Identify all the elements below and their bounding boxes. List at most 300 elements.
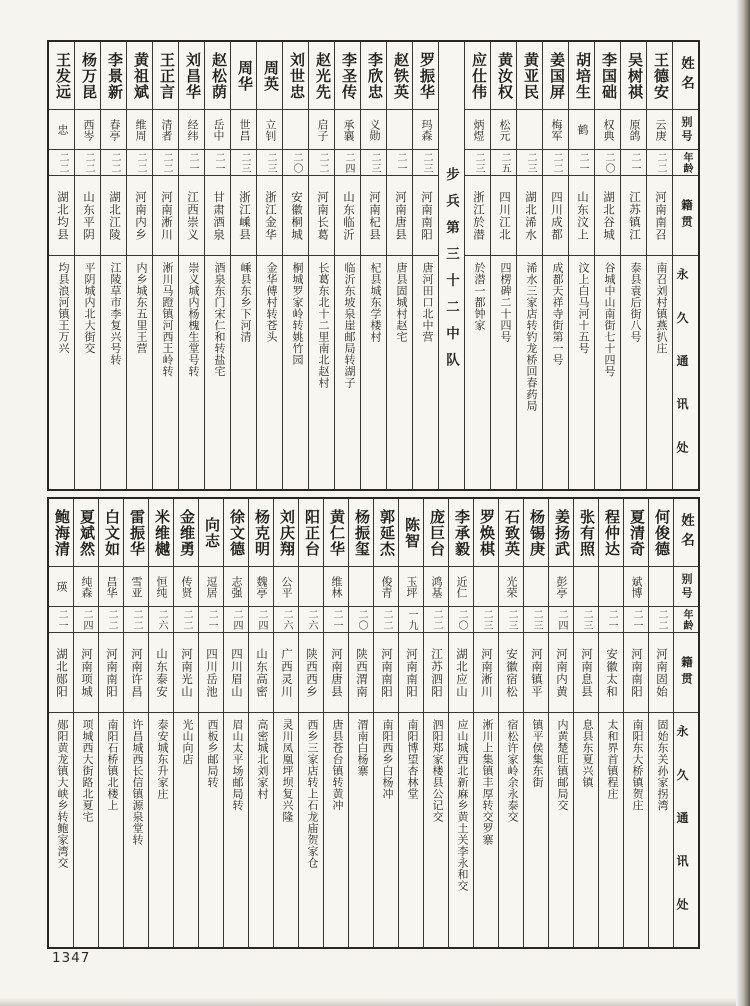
age-cell: 二二 [543,150,568,176]
age-cell: 二六 [299,607,323,633]
native-cell: 河南唐县 [324,633,348,713]
alias-cell [649,567,673,607]
name-cell: 米维樾 [149,499,173,567]
address-cell: 郧阳黄龙镇大峡乡转鲍家湾交 [56,719,68,869]
age-cell: 二一 [205,150,230,176]
name-cell: 郭延杰 [374,499,398,567]
native-cell: 河南许昌 [124,633,148,713]
entry-column [100,42,126,489]
alias-cell: 彭亭 [549,567,573,607]
address-cell: 渭南白杨寨 [356,719,368,777]
native-cell: 山东平阴 [75,176,100,256]
header-age-label: 年龄 [673,150,698,176]
entry-column [648,499,673,947]
name-cell: 刘昌华 [179,42,204,110]
name-cell: 赵铁英 [387,42,412,110]
name-cell: 黄祖斌 [127,42,152,110]
age-cell: 二一 [179,150,204,176]
alias-cell: 逗居 [199,567,223,607]
address-cell: 四楞碑二十四号 [499,262,511,343]
native-cell: 安徽宿松 [499,633,523,713]
age-cell: 二二 [49,150,74,176]
age-cell: 二四 [549,607,573,633]
alias-cell: 维周 [127,110,152,150]
entry-column [323,499,348,947]
name-cell: 周英 [257,42,282,110]
header-native-label: 籍贯 [673,176,698,256]
age-cell: 二二 [153,150,178,176]
entry-column [398,499,423,947]
address-cell: 南阳博望杏林堂 [406,719,418,800]
native-cell: 四川岳池 [199,633,223,713]
name-cell: 刘世忠 [283,42,308,110]
native-cell: 四川成都 [543,176,568,256]
entry-column [386,42,412,489]
address-cell: 南阳石桥镇北楼上 [106,719,118,811]
header-name-label: 姓名 [674,499,698,567]
name-cell: 赵光先 [309,42,334,110]
native-cell: 湖北谷城 [595,176,620,256]
address-cell: 唐县固城村赵宅 [395,262,407,343]
native-cell: 湖北郧阳 [49,633,73,713]
address-cell: 酒泉东门宋仁和转盐宅 [213,262,225,377]
age-cell: 二三 [517,150,542,176]
age-cell: 二一 [324,607,348,633]
page-right-edge-shadow [736,0,750,1006]
age-cell: 二二 [374,607,398,633]
address-cell: 桐城罗家岭转姚竹园 [291,262,303,366]
alias-cell: 俊青 [374,567,398,607]
alias-cell [599,567,623,607]
entry-column [620,42,646,489]
header-column [672,42,698,489]
entry-column [98,499,123,947]
native-cell: 河南镇平 [524,633,548,713]
address-cell: 灵川凤凰坪坝复兴隆 [281,719,293,823]
name-cell: 罗振华 [413,42,438,110]
name-cell: 刘庆翔 [274,499,298,567]
address-cell: 唐县苍台镇转黄冲 [331,719,343,811]
age-cell: 二四 [249,607,273,633]
entry-column [490,42,516,489]
page-bottom-edge-shadow [0,998,750,1006]
native-cell: 湖北应山 [449,633,473,713]
entry-column [373,499,398,947]
entry-column [273,499,298,947]
entry-column [523,499,548,947]
age-cell: 二三 [524,607,548,633]
native-cell: 江西崇义 [179,176,204,256]
age-cell: 二三 [465,150,490,176]
name-cell: 杨克明 [249,499,273,567]
entry-column [152,42,178,489]
name-cell: 李景新 [101,42,126,110]
header-address-label: 永久通讯处 [675,268,689,484]
address-cell: 眉山太平场邮局转 [231,719,243,811]
header-alias-label: 别号 [674,567,698,607]
entry-column [198,499,223,947]
alias-cell [299,567,323,607]
age-cell: 二二 [101,150,126,176]
alias-cell: 炳煜 [465,110,490,150]
age-cell: 二一 [49,607,73,633]
age-cell: 二三 [231,150,256,176]
alias-cell [517,110,542,150]
name-cell: 程仲达 [599,499,623,567]
name-cell: 张有照 [574,499,598,567]
name-cell: 向志 [199,499,223,567]
roster-table-top [47,40,700,491]
name-cell: 王德安 [647,42,672,110]
address-cell: 平阴城内北大街交 [83,262,95,354]
alias-cell [524,567,548,607]
entry-column [173,499,198,947]
native-cell: 浙江金华 [257,176,282,256]
entry-column [360,42,386,489]
entry-column [123,499,148,947]
native-cell: 河南淅川 [153,176,178,256]
alias-cell: 岳中 [205,110,230,150]
native-cell: 河南杞县 [361,176,386,256]
name-cell: 夏清奇 [624,499,648,567]
address-cell: 成都天祥寺街第一号 [551,262,563,366]
native-cell: 湖北均县 [49,176,74,256]
address-cell: 杞县城东学楼村 [369,262,381,343]
name-cell: 胡培生 [569,42,594,110]
address-cell: 宿松许家岭余永泰交 [506,719,518,823]
name-cell: 黄汝权 [491,42,516,110]
age-cell: 二六 [274,607,298,633]
alias-cell: 春亭 [101,110,126,150]
entry-column [573,499,598,947]
name-cell: 应仕伟 [465,42,490,110]
age-cell: 二〇 [449,607,473,633]
address-cell: 项城西大街路北夏宅 [81,719,93,823]
age-cell: 二一 [569,150,594,176]
address-cell: 唐河田口北中营 [421,262,433,343]
address-cell: 嵊县东乡下河清 [239,262,251,343]
entry-column [542,42,568,489]
alias-cell: 志强 [224,567,248,607]
address-cell: 高密城北刘家村 [256,719,268,800]
native-cell: 江苏镇江 [621,176,646,256]
native-cell: 安徽桐城 [283,176,308,256]
address-cell: 汶上白马河十五号 [577,262,589,354]
address-cell: 长葛东北十二里南北赵村 [317,262,329,389]
entry-column [248,499,273,947]
address-cell: 镇平侯集东街 [531,719,543,788]
name-cell: 金维勇 [174,499,198,567]
entry-column [348,499,373,947]
entry-column [204,42,230,489]
entry-column [230,42,256,489]
age-cell: 二二 [99,607,123,633]
header-address-label: 永久通讯处 [675,725,689,941]
alias-cell: 纯森 [74,567,98,607]
alias-cell: 梅军 [543,110,568,150]
alias-cell: 义勋 [361,110,386,150]
age-cell: 二一 [199,607,223,633]
native-cell: 河南项城 [74,633,98,713]
entry-column [623,499,648,947]
native-cell: 湖北浠水 [517,176,542,256]
address-cell: 金华傅村转苍头 [265,262,277,343]
address-cell: 於潜一都钟家 [473,262,485,331]
native-cell: 河南唐县 [387,176,412,256]
entry-column [178,42,204,489]
entry-column [74,42,100,489]
alias-cell: 玉坪 [399,567,423,607]
age-cell: 二四 [224,607,248,633]
alias-cell [349,567,373,607]
address-cell: 南召刘村镇燕扒庄 [655,262,667,354]
entry-column [49,42,74,489]
alias-cell: 承襄 [335,110,360,150]
address-cell: 泗阳郑家楼县公记交 [431,719,443,823]
entry-column [516,42,542,489]
address-cell: 太和界首镇程庄 [606,719,618,800]
entry-column [598,499,623,947]
age-cell: 二一 [624,607,648,633]
address-cell: 江陵草市李复兴号转 [109,262,121,366]
age-cell: 二〇 [283,150,308,176]
roster-table-bottom [47,497,700,949]
entry-column [646,42,672,489]
alias-cell: 魏亭 [249,567,273,607]
age-cell: 二二 [647,150,672,176]
name-cell: 李圣传 [335,42,360,110]
header-column [673,499,698,947]
name-cell: 王正言 [153,42,178,110]
address-cell: 光山向店 [181,719,193,765]
page-number: 1347 [52,950,91,966]
alias-cell: 公平 [274,567,298,607]
native-cell: 河南南阳 [399,633,423,713]
native-cell: 河南长葛 [309,176,334,256]
name-cell: 杨振玺 [349,499,373,567]
address-cell: 许昌城西长信镇源泉堂转 [131,719,143,846]
name-cell: 白文如 [99,499,123,567]
age-cell: 二二 [127,150,152,176]
native-cell: 河南光山 [174,633,198,713]
age-cell: 二三 [499,607,523,633]
alias-cell: 雪亚 [124,567,148,607]
alias-cell: 鹤 [569,110,594,150]
age-cell: 二三 [257,150,282,176]
native-cell: 浙江嵊县 [231,176,256,256]
address-cell: 淅川上集镇丰厚转交罗寨 [481,719,493,846]
name-cell: 李承毅 [449,499,473,567]
address-cell: 西板乡邮局转 [206,719,218,788]
age-cell: 二三 [413,150,438,176]
alias-cell: 立钊 [257,110,282,150]
entry-column [148,499,173,947]
entry-column [334,42,360,489]
entry-column [568,42,594,489]
name-cell: 赵松荫 [205,42,230,110]
age-cell: 二三 [474,607,498,633]
alias-cell: 光荣 [499,567,523,607]
age-cell: 二一 [599,607,623,633]
native-cell: 河南南阳 [374,633,398,713]
alias-cell: 云庚 [647,110,672,150]
alias-cell: 西岑 [75,110,100,150]
native-cell: 甘肃酒泉 [205,176,230,256]
alias-cell [387,110,412,150]
native-cell: 河南淅川 [474,633,498,713]
squadron-title-column [438,42,464,489]
native-cell: 山东汶上 [569,176,594,256]
native-cell: 四川眉山 [224,633,248,713]
alias-cell: 权典 [595,110,620,150]
header-native-label: 籍贯 [674,633,698,713]
native-cell: 四川江北 [491,176,516,256]
native-cell: 山东泰安 [149,633,173,713]
native-cell: 河南内乡 [127,176,152,256]
alias-cell: 玛森 [413,110,438,150]
address-cell: 内黄楚旺镇邮局交 [556,719,568,811]
alias-cell: 恒纯 [149,567,173,607]
name-cell: 鲍海清 [49,499,73,567]
age-cell: 二四 [335,150,360,176]
address-cell: 崇义城内杨槐生堂号转 [187,262,199,377]
entry-column [49,499,73,947]
name-cell: 陈智 [399,499,423,567]
native-cell: 广西灵川 [274,633,298,713]
name-cell: 杨万昆 [75,42,100,110]
header-name-label: 姓名 [673,42,698,110]
name-cell: 姜国屏 [543,42,568,110]
name-cell: 黄仁华 [324,499,348,567]
entry-column [126,42,152,489]
entry-column [298,499,323,947]
age-cell: 二二 [649,607,673,633]
age-cell: 二二 [124,607,148,633]
native-cell: 浙江於潜 [465,176,490,256]
entry-column [448,499,473,947]
age-cell: 二一 [621,150,646,176]
address-cell: 应山城西北新麻乡黄土关李永和交 [456,719,468,892]
alias-cell: 近仁 [449,567,473,607]
name-cell: 周华 [231,42,256,110]
alias-cell: 忠 [49,110,74,150]
name-cell: 黄亚民 [517,42,542,110]
age-cell: 二二 [174,607,198,633]
name-cell: 姜扬武 [549,499,573,567]
alias-cell: 斌博 [624,567,648,607]
age-cell: 二三 [361,150,386,176]
age-cell: 二二 [75,150,100,176]
entry-column [308,42,334,489]
address-cell: 西乡三家店转上石龙庙贺家仓 [306,719,318,869]
entry-column [223,499,248,947]
address-cell: 南阳东大桥镇贺庄 [631,719,643,811]
native-cell: 河南南召 [647,176,672,256]
alias-cell: 昌华 [99,567,123,607]
alias-cell: 瑛 [49,567,73,607]
age-cell: 二四 [74,607,98,633]
native-cell: 河南息县 [574,633,598,713]
header-alias-label: 别号 [673,110,698,150]
alias-cell: 维林 [324,567,348,607]
address-cell: 浠水三家店转钓龙桥回春药局 [525,262,537,412]
address-cell: 南阳西乡白杨冲 [381,719,393,800]
native-cell: 安徽太和 [599,633,623,713]
native-cell: 山东临沂 [335,176,360,256]
name-cell: 王发远 [49,42,74,110]
entry-column [594,42,620,489]
address-cell: 息县东夏兴镇 [581,719,593,788]
native-cell: 河南内黄 [549,633,573,713]
alias-cell: 松元 [491,110,516,150]
entry-column [423,499,448,947]
name-cell: 何俊德 [649,499,673,567]
name-cell: 徐文德 [224,499,248,567]
alias-cell: 世昌 [231,110,256,150]
address-cell: 泰县袁后街八号 [629,262,641,343]
entry-column [498,499,523,947]
age-cell: 二二 [424,607,448,633]
native-cell: 陕西西乡 [299,633,323,713]
age-cell: 二五 [491,150,516,176]
age-cell: 二六 [149,607,173,633]
name-cell: 夏斌然 [74,499,98,567]
alias-cell: 清者 [153,110,178,150]
alias-cell: 传贤 [174,567,198,607]
alias-cell: 经纬 [179,110,204,150]
native-cell: 河南南阳 [99,633,123,713]
name-cell: 罗焕棋 [474,499,498,567]
alias-cell [574,567,598,607]
entry-column [473,499,498,947]
name-cell: 雷振华 [124,499,148,567]
address-cell: 内乡城东五里王营 [135,262,147,354]
age-cell: 二〇 [349,607,373,633]
entry-column [548,499,573,947]
name-cell: 杨锡庚 [524,499,548,567]
age-cell: 二三 [574,607,598,633]
address-cell: 谷城中山南街七十四号 [603,262,615,377]
name-cell: 吴树祺 [621,42,646,110]
entry-column [73,499,98,947]
address-cell: 淅川马蹬镇河西王岭转 [161,262,173,377]
alias-cell [283,110,308,150]
entry-column [412,42,438,489]
name-cell: 阳正台 [299,499,323,567]
alias-cell: 鸿基 [424,567,448,607]
age-cell: 二二 [309,150,334,176]
address-cell: 均县浪河镇王万兴 [57,262,69,354]
alias-cell: 启子 [309,110,334,150]
entry-column [464,42,490,489]
native-cell: 山东高密 [249,633,273,713]
entry-column [256,42,282,489]
address-cell: 泰安城东升家庄 [156,719,168,800]
native-cell: 陕西渭南 [349,633,373,713]
native-cell: 湖北江陵 [101,176,126,256]
name-cell: 李国础 [595,42,620,110]
name-cell: 李欣忠 [361,42,386,110]
native-cell: 河南固始 [649,633,673,713]
name-cell: 石致英 [499,499,523,567]
native-cell: 河南南阳 [413,176,438,256]
address-cell: 临沂东坡泉崖邮局转湖子 [343,262,355,389]
alias-cell [474,567,498,607]
alias-cell: 原鸽 [621,110,646,150]
name-cell: 庞巨台 [424,499,448,567]
header-age-label: 年龄 [674,607,698,633]
age-cell: 一九 [399,607,423,633]
